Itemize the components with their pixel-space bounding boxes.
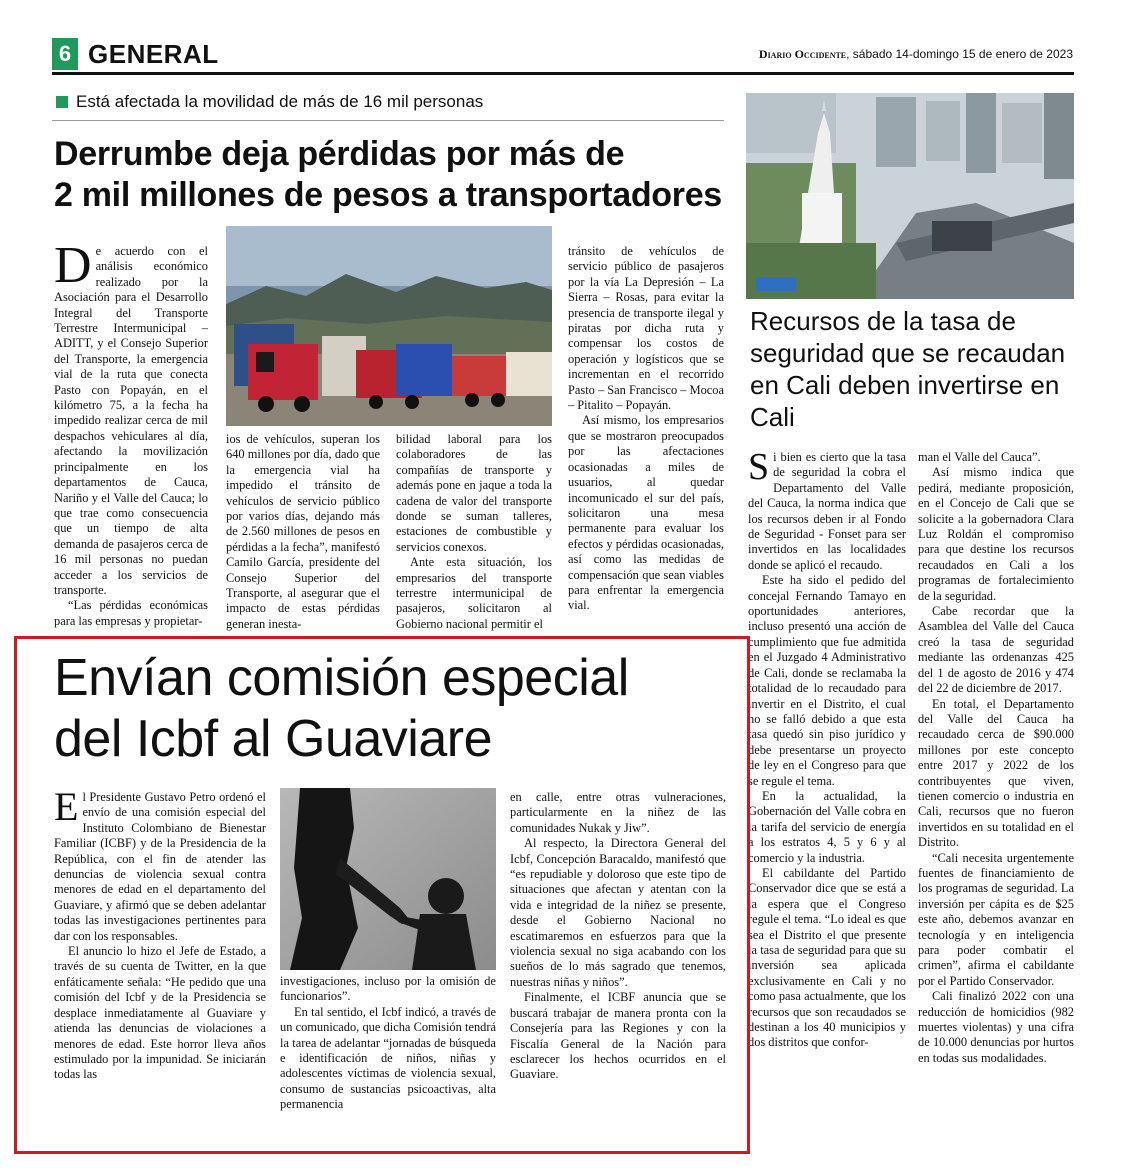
kicker-text: Está afectada la movilidad de más de 16 mil personas	[76, 92, 484, 111]
headline-line: Envían comisión especial	[54, 649, 629, 707]
paragraph: Cali finalizó 2022 con una reducción de homicidios (982 muertes violentas) y una cifra de 10.000 denuncias por hurtos en todas sus modalidades.	[918, 989, 1074, 1065]
paragraph: El cabildante del Partido Conservador dice que se está a la espera que el Congreso regule el tema. “Lo ideal es que sea el Distrito el que presente la tasa de seguridad para que su inversión sea aplicada exclusivamente en Cali y no como pasa actualmente, que los recursos que son recaudados se destinan a los 40 municipios y dos distritos que confor-	[748, 865, 906, 1050]
header-rule	[52, 72, 1074, 75]
article1-headline	[54, 134, 744, 216]
paragraph: Este ha sido el pedido del concejal Fernando Tamayo en oportunidades anteriores, incluso presentó una acción de cumplimiento que fue admitida en el Juzgado 4 Administrativo de Cali, donde se reclamaba la totalidad de lo recaudado para invertir en el Distrito, el cual no se falló debido a que esta tasa quedó sin piso jurídico y debe presentarse un proyecto de ley en el Congreso para que se regule el tema.	[748, 573, 906, 788]
paragraph: investigaciones, incluso por la omisión de funcionarios”.	[280, 974, 496, 1004]
article1-column-4	[568, 244, 724, 614]
page-number: 6	[52, 38, 78, 70]
article3-column-2	[280, 974, 496, 1113]
paragraph: El anuncio lo hizo el Jefe de Estado, a través de su cuenta de Twitter, en la que enfáticamente señala: “He pedido que una comisión del Icbf y de la Presidencia se desplace inmediatamente al Guaviare y atienda las denuncias de violaciones a menores de edad. Este horror lleva años estimulado por la impunidad. Se iniciarán todas las	[54, 944, 266, 1082]
headline-line: 2 mil millones de pesos a transportadores	[54, 176, 722, 214]
paragraph: En tal sentido, el Icbf indicó, a través de un comunicado, que dicha Comisión tendrá la tarea de adelantar “jornadas de búsqueda e identificación de niños, niñas y adolescentes víctimas de violencia sexual, consumo de sustancias psicoactivas, alta permanencia	[280, 1004, 496, 1112]
paragraph: En la actualidad, la Gobernación del Valle cobra en la tarifa del servicio de energía a los estratos 4, 5 y 6 y al comercio y la industria.	[748, 788, 906, 865]
paragraph: en calle, entre otras vulneraciones, particularmente en la niñez de las comunidades Nukak y Jiw”.	[510, 790, 726, 835]
dropcap: S	[748, 446, 770, 488]
headline-line: Derrumbe deja pérdidas por más de	[54, 135, 625, 173]
issue-date: , sábado 14-domingo 15 de enero de 2023	[846, 47, 1073, 61]
paper-name: Diario Occidente	[758, 47, 847, 61]
paragraph: bilidad laboral para los colaboradores de las compañías de transporte y además pone en jaque a toda la cadena de valor del transporte donde se suman talleres, estaciones de combustible y servicios conexos.	[396, 432, 552, 554]
paragraph: Si bien es cierto que la tasa de seguridad la cobra el Departamento del Valle del Cauca, la norma indica que los recursos deben ir al Fondo de Seguridad - Fonset para ser invertidos en las localidades donde se aplicó el recaudo.	[748, 446, 906, 572]
paragraph: Cabe recordar que la Asamblea del Valle del Cauca creó la tasa de seguridad mediante las ordenanzas 425 del 1 de agosto de 2016 y 474 del 22 de diciembre de 2017.	[918, 604, 1074, 696]
article1-column-2	[226, 432, 380, 632]
paragraph: En total, el Departamento del Valle del Cauca ha recaudado cerca de $90.000 millones por este concepto entre 2017 y 2022 de los contribuyentes que viven, tienen comercio o industria en Cali, recursos que no fueron invertidos en su totalidad en el Distrito.	[918, 696, 1074, 850]
paragraph: “Las pérdidas económicas para las empresas y propietar-	[54, 598, 208, 628]
paragraph: Al respecto, la Directora General del Icbf, Concepción Baracaldo, manifestó que “es repudiable y doloroso que este tipo de situaciones que afectan y atentan con la vida e integridad de la niñez se presente, desde el Gobierno Nacional no escatimaremos en esfuerzos para que la violencia sexual no siga acabando con los sueños de lo más sagrado que tenemos, nuestras niñas y niños”.	[510, 836, 726, 989]
paragraph: ios de vehículos, superan los 640 millones por día, dado que la emergencia vial ha impedido el tránsito de vehículos de servicio público por varios días, dejando más de 2.560 millones de pesos en pérdidas a la fecha”, manifestó Camilo García, presidente del Consejo Superior del Transporte, al asegurar que el impacto de estas pérdidas generan inesta-	[226, 432, 380, 631]
article3-column-3	[510, 790, 726, 1083]
article2-column-2	[918, 450, 1074, 1066]
paragraph: man el Valle del Cauca”.	[918, 450, 1041, 464]
paragraph: Así mismo indica que pedirá, mediante proposición, en el Concejo de Cali que se solicite a la gobernadora Clara Luz Roldán el compromiso para que destine los recursos recaudados en Cali a los programas de fortalecimiento de la seguridad.	[918, 465, 1074, 603]
section-title: GENERAL	[88, 39, 219, 69]
article2-headline: Recursos de la tasa de seguridad que se recaudan en Cali deben invertirse en Cali	[750, 306, 1066, 432]
article1-column-3	[396, 432, 552, 632]
child-silhouette-photo	[280, 788, 496, 970]
paragraph: Así mismo, los empresarios que se mostraron preocupados por las afectaciones ocasionadas a miles de usuarios, al quedar incomunicado el sur del país, solicitaron una mesa permanente para evaluar los efectos y pérdidas ocasionadas, así como las medidas de compensación que sean viables para enfrentar la emergencia vial.	[568, 413, 724, 613]
article1-kicker	[56, 92, 483, 112]
paragraph: De acuerdo con el análisis económico realizado por la Asociación para el Desarrollo Integral del Transporte Terrestre Intermunicipal – ADITT, y el Consejo Superior del Transporte, la emergencia vial de la ruta que conecta Pasto con Popayán, en el kilómetro 75, a la fecha ha impedido realizar cerca de mil despachos vehiculares al día, afectando la movilización principalmente en los departamentos de Cauca, Nariño y el Valle del Cauca; lo que trae como consecuencia que un tiempo de alta demanda de pasajeros cerca de 16 mil personas no puedan acceder a los servicios de transporte.	[54, 237, 208, 597]
kicker-square-icon	[56, 96, 68, 108]
paragraph: “Cali necesita urgentemente fuentes de financiamiento de los programas de seguridad. La inversión per cápita es de $25 este año, debemos avanzar en tecnología y en inteligencia para poder combatir el crimen”, afirma el cabildante por el Partido Conservador.	[918, 850, 1074, 988]
dropcap: E	[54, 784, 79, 829]
dropcap: D	[54, 237, 92, 294]
paragraph: El Presidente Gustavo Petro ordenó el envío de una comisión especial del Instituto Colombiano de Bienestar Familiar (ICBF) y de la Presidencia de la República, con el fin de atender las denuncias de violencia sexual contra menores de edad en el departamento del Guaviare, y afirmó que se deben adelantar todas las investigaciones pertinentes para dar con los responsables.	[54, 784, 266, 943]
paragraph: Finalmente, el ICBF anuncia que se buscará trabajar de manera pronta con la Consejería para las Regiones y con la Fiscalía General de la Nación para esclarecer los hechos ocurridos en el Guaviare.	[510, 990, 726, 1082]
paragraph: tránsito de vehículos de servicio público de pasajeros por la vía La Depresión – La Sierra – Rosas, para evitar la presencia de transporte ilegal y piratas por dicha ruta y compensar los costos de operación y logísticos que se incrementan en el recorrido Pasto – San Francisco – Mocoa – Pitalito – Popayán.	[568, 244, 724, 413]
article3-column-1	[54, 784, 266, 1083]
article2-column-1	[748, 446, 906, 1051]
kicker-rule	[52, 120, 724, 121]
article3-headline	[54, 648, 744, 770]
trucks-photo	[226, 226, 552, 426]
headline-line: del Icbf al Guaviare	[54, 710, 493, 768]
masthead	[759, 47, 1073, 62]
cali-city-photo	[746, 93, 1074, 299]
paragraph: Ante esta situación, los empresarios del transporte terrestre intermunicipal de pasajeros, solicitaron al Gobierno nacional permitir el	[396, 555, 552, 631]
article1-column-1	[54, 237, 208, 629]
